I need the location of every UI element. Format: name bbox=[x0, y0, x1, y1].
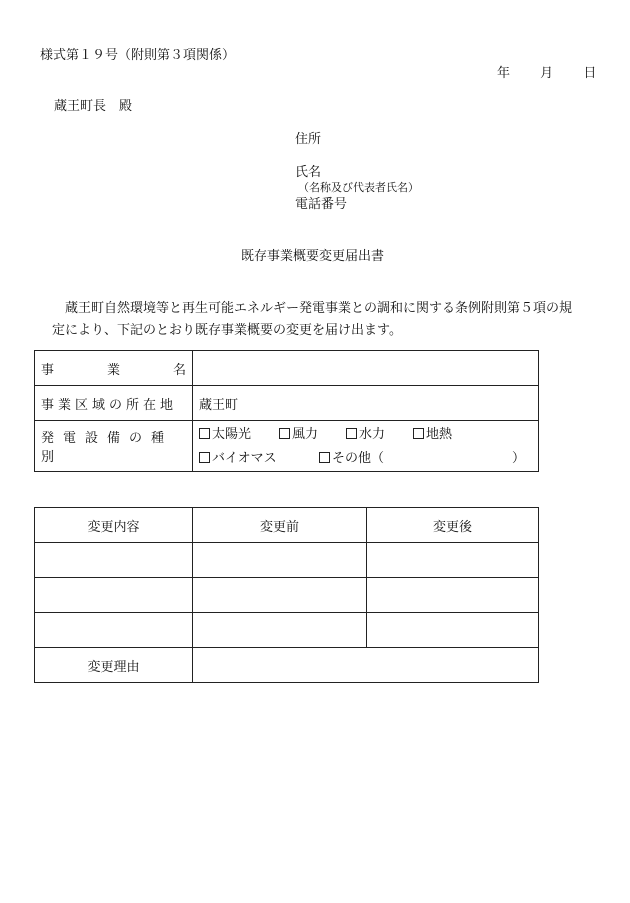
location-label-text: 事業区域の所在地 bbox=[41, 397, 178, 413]
addressee: 蔵王町長 殿 bbox=[54, 99, 133, 114]
equipment-type-options bbox=[193, 421, 539, 472]
header-before: 変更前 bbox=[193, 508, 367, 543]
option-label: 風力 bbox=[292, 427, 319, 442]
option-label: 地熱 bbox=[426, 427, 453, 442]
header-change-content: 変更内容 bbox=[35, 508, 193, 543]
label-char: 名 bbox=[172, 362, 186, 378]
checkbox-icon[interactable] bbox=[319, 452, 330, 463]
change-content-cell[interactable] bbox=[35, 613, 193, 648]
table-row bbox=[35, 351, 539, 386]
option-label: その他（ bbox=[332, 451, 385, 466]
label-char: 事 bbox=[41, 362, 55, 378]
table-row bbox=[35, 613, 539, 648]
business-info-table bbox=[34, 350, 539, 472]
after-cell[interactable] bbox=[367, 613, 539, 648]
checkbox-icon[interactable] bbox=[413, 428, 424, 439]
option-geothermal[interactable] bbox=[413, 423, 452, 447]
table-row bbox=[35, 543, 539, 578]
date-year: 年 bbox=[497, 66, 511, 81]
body-text bbox=[52, 298, 597, 342]
table-row bbox=[35, 421, 539, 472]
address-label: 住所 bbox=[295, 132, 322, 147]
before-cell[interactable] bbox=[193, 578, 367, 613]
business-name-label bbox=[35, 351, 193, 386]
after-cell[interactable] bbox=[367, 543, 539, 578]
checkbox-icon[interactable] bbox=[199, 428, 210, 439]
option-close-paren: ） bbox=[512, 451, 526, 466]
body-line-1: 蔵王町自然環境等と再生可能エネルギー発電事業との調和に関する条例附則第５項の規 bbox=[65, 301, 573, 316]
form-number: 様式第１９号（附則第３項関係） bbox=[40, 48, 236, 63]
option-label: バイオマス bbox=[212, 451, 277, 466]
header-after: 変更後 bbox=[367, 508, 539, 543]
checkbox-icon[interactable] bbox=[199, 452, 210, 463]
option-solar[interactable] bbox=[199, 423, 279, 447]
checkbox-icon[interactable] bbox=[346, 428, 357, 439]
change-content-cell[interactable] bbox=[35, 543, 193, 578]
location-value: 蔵王町 bbox=[199, 397, 239, 413]
table-row bbox=[35, 386, 539, 421]
body-line-2: 定により、下記のとおり既存事業概要の変更を届け出ます。 bbox=[52, 323, 402, 338]
option-wind[interactable] bbox=[279, 423, 346, 447]
after-cell[interactable] bbox=[367, 578, 539, 613]
name-label: 氏名 bbox=[295, 165, 322, 180]
equipment-type-label bbox=[35, 421, 193, 472]
name-note: （名称及び代表者氏名） bbox=[298, 181, 419, 194]
table-row bbox=[35, 648, 539, 683]
location-field[interactable] bbox=[193, 386, 539, 421]
business-name-field[interactable] bbox=[193, 351, 539, 386]
table-row bbox=[35, 578, 539, 613]
option-hydro[interactable] bbox=[346, 423, 413, 447]
option-biomass[interactable] bbox=[199, 447, 319, 471]
date-line bbox=[497, 67, 596, 80]
options-row-1 bbox=[199, 423, 532, 447]
document-title: 既存事業概要変更届出書 bbox=[241, 249, 385, 264]
table-header-row bbox=[35, 508, 539, 543]
reason-field[interactable] bbox=[193, 648, 539, 683]
equipment-type-label-text: 発電設備の種別 bbox=[41, 431, 174, 465]
change-content-cell[interactable] bbox=[35, 578, 193, 613]
phone-label: 電話番号 bbox=[295, 197, 348, 212]
date-month: 月 bbox=[540, 66, 554, 81]
change-details-table bbox=[34, 507, 539, 683]
before-cell[interactable] bbox=[193, 613, 367, 648]
option-label: 太陽光 bbox=[212, 427, 252, 442]
options-row-2 bbox=[199, 447, 532, 471]
before-cell[interactable] bbox=[193, 543, 367, 578]
date-day: 日 bbox=[583, 66, 597, 81]
label-char: 業 bbox=[106, 362, 120, 378]
option-label: 水力 bbox=[359, 427, 386, 442]
reason-label: 変更理由 bbox=[35, 648, 193, 683]
location-label bbox=[35, 386, 193, 421]
option-other[interactable] bbox=[319, 447, 525, 471]
checkbox-icon[interactable] bbox=[279, 428, 290, 439]
